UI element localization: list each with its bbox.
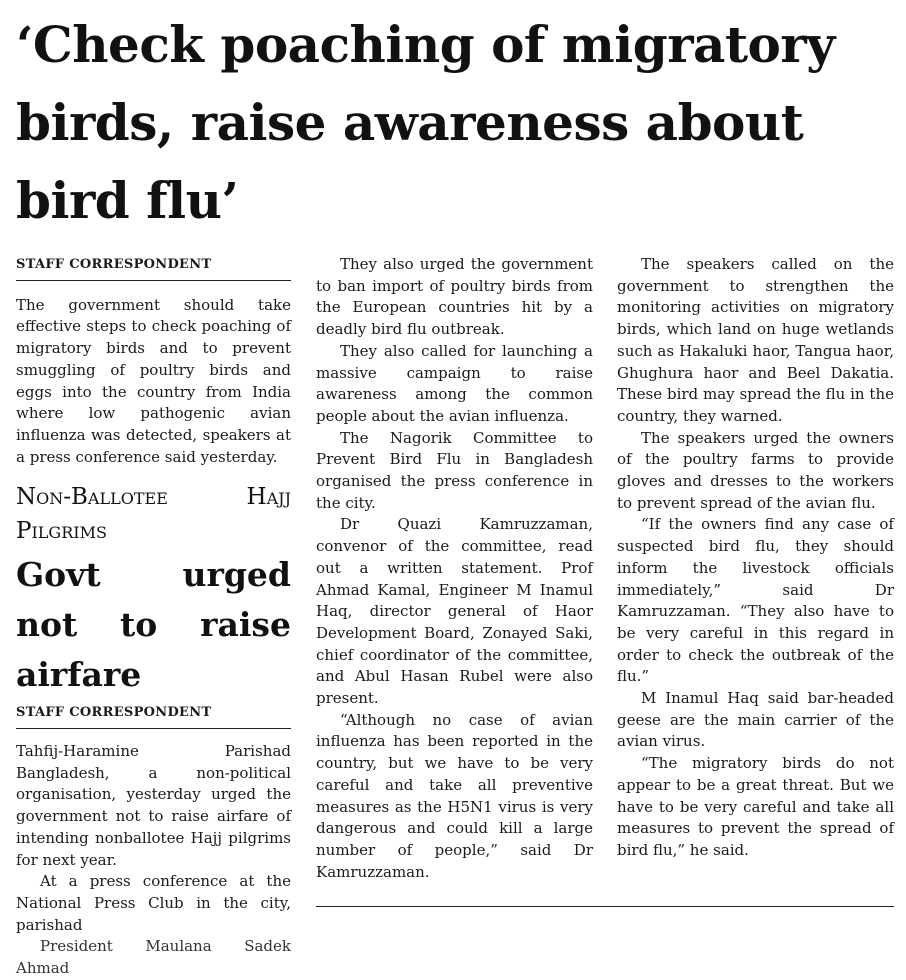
story2-paragraph-1: Tahfij-Haramine Parishad Bangladesh, a non-political organisation, yesterday urged the government not to raise airfare of intending nonballotee Hajj pilgrims for next year. bbox=[16, 742, 291, 869]
story2-paragraph-3: President Maulana Sadek Ahmad bbox=[16, 937, 291, 978]
column-1 bbox=[16, 254, 291, 980]
story1-paragraph-2: They also urged the government to ban import of poultry birds from the European countries hit by a deadly bird flu outbreak. bbox=[316, 255, 593, 339]
story1-paragraph-8: The speakers urged the owners of the poultry farms to provide gloves and dresses to the workers to prevent spread of the avian flu. bbox=[617, 428, 894, 512]
column-2 bbox=[316, 254, 593, 883]
story1-paragraph-10: M Inamul Haq said bar-headed geese are the main carrier of the avian virus. bbox=[617, 689, 894, 751]
story1-paragraph-4: The Nagorik Committee to Prevent Bird Flu in Bangladesh organised the press conference in the city. bbox=[316, 428, 593, 512]
story1-paragraph-5: Dr Quazi Kamruzzaman, convenor of the committee, read out a written statement. Prof Ahmad Kamal, Engineer M Inamul Haq, director general of Haor Development Board, Zonayed Saki, chief coordinator of the committee, and Abul Hasan Rubel were also present. bbox=[316, 515, 593, 708]
byline-story2: STAFF CORRESPONDENT bbox=[16, 702, 291, 729]
story1-paragraph-7: The speakers called on the government to strengthen the monitoring activities on migratory birds, which land on huge wetlands such as Hakaluki haor, Tangua haor, Ghughura haor and Beel Dakatia. These bird may spread the flu in the country, they warned. bbox=[617, 255, 894, 425]
story2-paragraph-2: At a press conference at the National Press Club in the city, parishad bbox=[16, 872, 291, 934]
story2-kicker: Non-Ballotee Hajj Pilgrims bbox=[16, 484, 291, 545]
bottom-divider bbox=[316, 906, 894, 907]
story1-paragraph-1: The government should take effective steps to check poaching of migratory birds and to prevent smuggling of poultry birds and eggs into the country from India where low pathogenic avian influenza was detected, speakers at a press conference said yesterday. bbox=[16, 295, 291, 466]
byline-story1: STAFF CORRESPONDENT bbox=[16, 254, 291, 281]
page-headline: ‘Check poaching of migratory birds, raise awareness about bird flu’ bbox=[16, 15, 835, 230]
story1-paragraph-11: “The migratory birds do not appear to be a great threat. But we have to be very careful and take all measures to prevent the spread of bird flu,” he said. bbox=[617, 754, 894, 859]
story1-paragraph-6: “Although no case of avian influenza has been reported in the country, but we have to be very careful and take all preventive measures as the H5N1 virus is very dangerous and could kill a large number of people,” said Dr Kamruzzaman. bbox=[316, 710, 593, 881]
column-3 bbox=[617, 254, 894, 862]
story1-paragraph-3: They also called for launching a massive campaign to raise awareness among the common people about the avian influenza. bbox=[316, 341, 593, 425]
story1-paragraph-9: “If the owners find any case of suspected bird flu, they should inform the livestock officials immediately,” said Dr Kamruzzaman. “They also have to be very careful in this regard in order to check the outbreak of the flu.” bbox=[617, 515, 894, 686]
story2-headline: Govt urged not to raise airfare bbox=[16, 555, 291, 695]
